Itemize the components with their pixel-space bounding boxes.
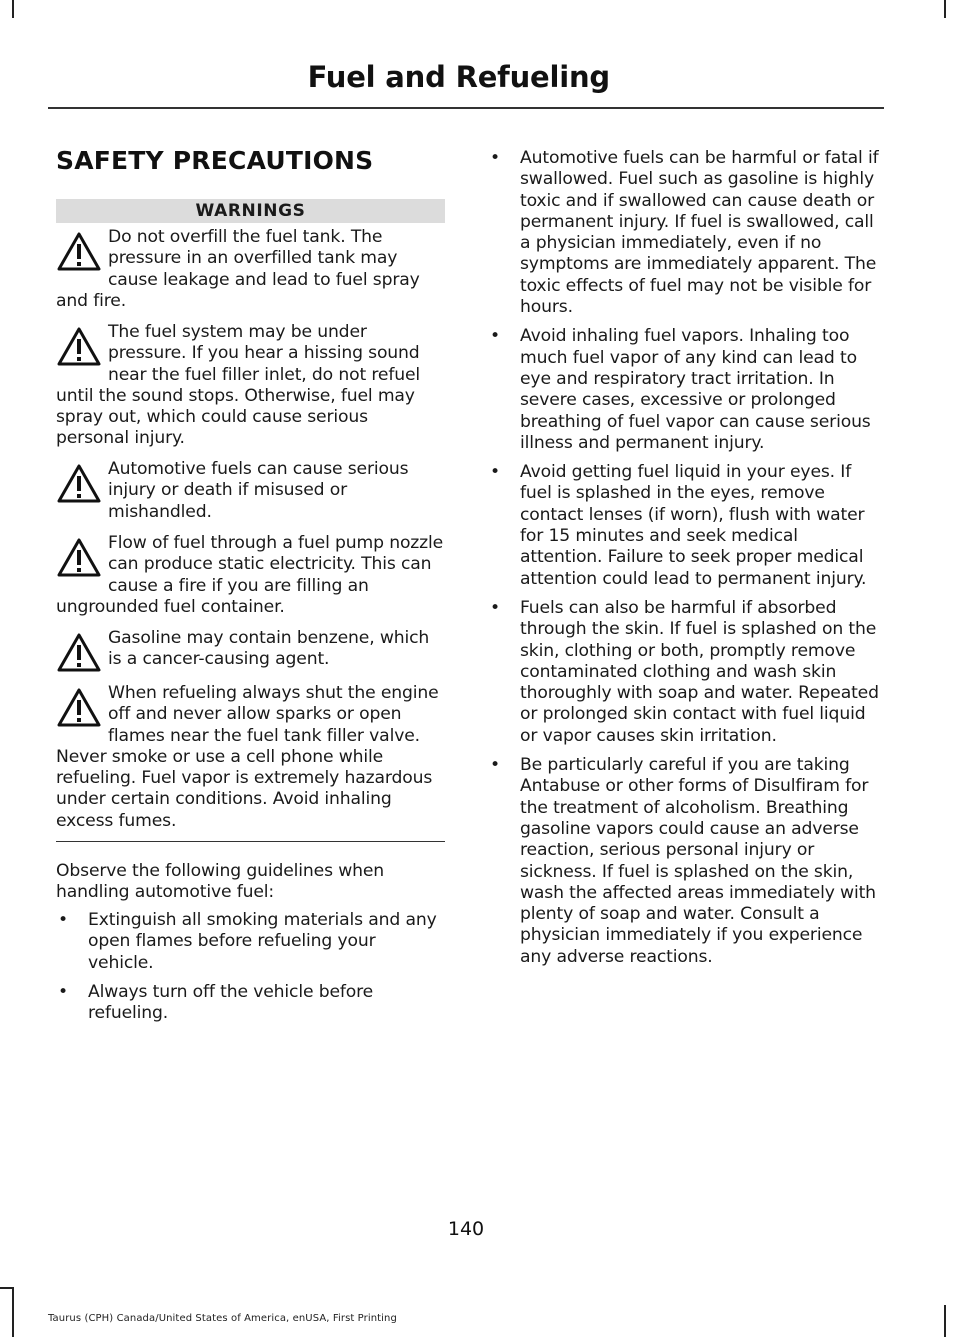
warning-item [56,628,445,676]
bullet-glyph: • [58,981,68,1002]
warning-triangle-icon [56,461,102,507]
warnings-label: WARNINGS [56,199,445,223]
bullet-glyph: • [490,755,500,776]
list-item-text: Fuels can also be harmful if absorbed through the skin. If fuel is splashed on the skin, clothing or both, promptly remove contaminated clothing and wash skin thoroughly with soap and water. Repeated or prolonged skin contact with fuel liquid or vapor causes skin irritation. [520,597,879,746]
bullet-glyph: • [490,148,500,168]
list-item [488,148,880,318]
warning-triangle-icon [56,630,102,676]
section-title: SAFETY PRECAUTIONS [56,146,374,175]
list-item [56,982,445,1025]
crop-mark [0,1287,14,1289]
bullet-glyph: • [490,597,500,618]
list-item [488,755,880,968]
warning-text: Gasoline may contain benzene, which is a cancer-causing agent. [108,628,430,670]
page-number: 140 [447,1218,485,1240]
list-item [56,910,445,974]
crop-mark [12,1287,14,1337]
warnings-end-divider [56,841,445,842]
list-item [488,598,880,747]
warning-text: When refueling always shut the engine off and never allow sparks or open flames near the fuel tank filler valve. Never smoke or use a cell phone while refueling. Fuel vapor is extremely hazardous under certain conditions. Avoid inhaling excess fumes. [56,683,439,831]
warning-triangle-icon [56,324,102,370]
list-item-text: Avoid inhaling fuel vapors. Inhaling too much fuel vapor of any kind can lead to eye and respiratory tract irritation. In severe cases, excessive or prolonged breathing of fuel vapor can cause serious illness and permanent injury. [520,326,871,453]
header-divider [48,107,884,109]
bullet-glyph: • [490,326,500,347]
warning-text: Flow of fuel through a fuel pump nozzle can produce static electricity. This can cause a fire if you are filling an ungrounded fuel container. [56,533,444,617]
list-item-text: Automotive fuels can be harmful or fatal if swallowed. Fuel such as gasoline is highly toxic and if swallowed can cause death or permanent injury. If fuel is swallowed, call a physician immediately, even if no symptoms are immediately apparent. The toxic effects of fuel may not be visible for hours. [520,148,879,318]
right-bullet-list [488,148,880,976]
warning-triangle-icon [56,535,102,581]
footer-text: Taurus (CPH) Canada/United States of America, enUSA, First Printing [48,1313,397,1324]
bullet-glyph: • [58,910,68,930]
warning-item [56,459,445,523]
warning-text: Do not overfill the fuel tank. The pressure in an overfilled tank may cause leakage and lead to fuel spray and fire. [56,227,420,311]
warning-item [56,683,445,832]
crop-mark [12,0,14,18]
list-item-text: Avoid getting fuel liquid in your eyes. If fuel is splashed in the eyes, remove contact lenses (if worn), flush with water for 15 minutes and seek medical attention. Failure to seek proper medical attention could lead to permanent injury. [520,462,867,589]
list-item-text: Always turn off the vehicle before refueling. [88,981,374,1024]
warning-item [56,322,445,450]
warning-text: Automotive fuels can cause serious injury or death if misused or mishandled. [108,459,409,522]
bullet-glyph: • [490,462,500,483]
left-bullet-list [56,910,445,1032]
list-item-text: Extinguish all smoking materials and any open flames before refueling your vehicle. [88,910,437,973]
chapter-title: Fuel and Refueling [307,60,610,94]
list-item [488,326,880,454]
warning-item [56,533,445,618]
crop-mark [944,0,946,18]
intro-paragraph: Observe the following guidelines when handling automotive fuel: [56,861,385,903]
crop-mark [944,1305,946,1337]
warning-triangle-icon [56,229,102,275]
list-item [488,462,880,590]
warning-triangle-icon [56,685,102,731]
warning-item [56,227,445,312]
list-item-text: Be particularly careful if you are taking Antabuse or other forms of Disulfiram for the treatment of alcoholism. Breathing gasoline vapors could cause an adverse reaction, serious personal injury or sickness. If fuel is splashed on the skin, wash the affected areas immediately with plenty of soap and water. Consult a physician immediately if you experience any adverse reactions. [520,755,876,967]
warning-text: The fuel system may be under pressure. If you hear a hissing sound near the fuel filler inlet, do not refuel until the sound stops. Otherwise, fuel may spray out, which could cause serious personal injury. [56,322,421,449]
